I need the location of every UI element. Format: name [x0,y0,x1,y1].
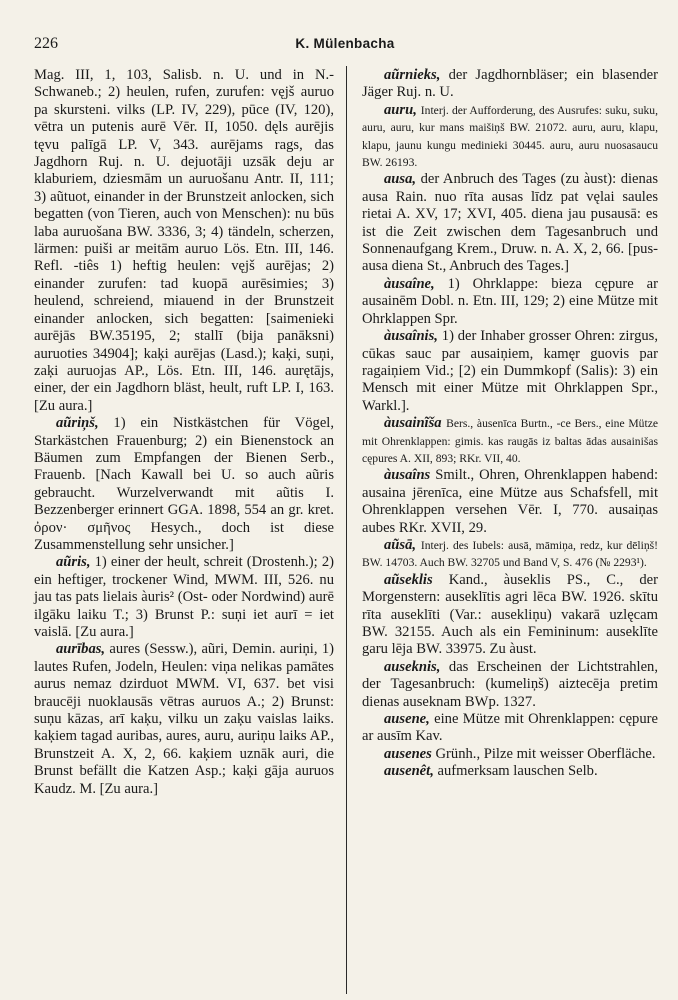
entry-ausaine: àusaîne, 1) Ohrklappe: bieza cępure ar ausainēm Dobl. n. Etn. III, 129; 2) eine Mütze mit Ohrklappen Spr. [362,275,658,327]
entry-auriņš: aũriņš, 1) ein Nistkästchen für Vögel, Starkästchen Frauenburg; 2) ein Bienenstock an Bäumen zum Empfangen der Bienen Serb., Frauenb. [Nach Kawall bei U. so auch aũris gebraucht. Wurzelverwandt mit aũtis I. Bezzenberger erinnert GGA. 1898, 554 an gr. kret. ὀρον· σμῆνος Hesych., doch ist diese Zusammenstellung sehr unsicher.] [34,415,334,553]
entry-ausa-interj: aũsā, Interj. des Iubels: ausā, māmiņa, redz, kur dēliņš! BW. 14703. Auch BW. 32705 und Band V, S. 476 (№ 2293¹). [362,536,658,570]
entry-ausainis: àusaînis, 1) der Inhaber grosser Ohren: zirgus, cūkas sauc par ausaiņiem, kamęr guovis par ragaiņiem Vid.; [2) ein Dummkopf (Salis): 3) ein Mensch mit einer Mütze mit Ohrklappen Spr., Warkl.]. [362,328,658,414]
entry-aurnieks: aũrnieks, der Jagdhornbläser; ein blasender Jäger Ruj. n. U. [362,67,658,101]
running-head: K. Mülenbacha [295,36,395,51]
page-header [34,35,656,59]
entry-ausainisa: àusainĩša Bers., àusenīca Burtn., -ce Bers., eine Mütze mit Ohrenklappen: gimis. kas raugās iz baltas ādas ausainišas cępures A. XII, 893; RKr. VII, 40. [362,415,658,465]
entry-ausene: ausene, eine Mütze mit Ohrenklappen: cępure ar ausīm Kav. [362,711,658,745]
entry-ausa: ausa, der Anbruch des Tages (zu àust): dienas ausa Rain. nuo rīta ausas līdz pat vęlai saules rietai A. XV, 17; XVI, 405. diena jau pusausā: es ist die Zeit zwischen dem Tagesanbruch und Sonnenaufgang Krem., Druw. n. A. X, 2, 66. [pus-ausa diena St., Anbruch des Tages.] [362,171,658,275]
entry-continuation: Mag. III, 1, 103, Salisb. n. U. und in N.-Schwaneb.; 2) heulen, rufen, zurufen: vęjš auruo pa skursteni. vilks (LP. IV, 229), pūce (IV, 120), vētra un putenis aurē Vēr. II, 1050. dęls aurējis tęvu palīgā LP. V, 343. aurējams rags, das Jagdhorn Ruj. n. U. dejuotāji uzsāk deju ar klaburiem, dziesmām un auruošanu Antr. II, 111; 3) aũtuot, einander in der Brunstzeit anlocken, sich begatten (von Tieren, auch von Menschen): nu būs laba auruošana BW. 3336, 3; 4) tändeln, scherzen, lärmen: puiši ar meitām auruo Lös. Etn. III, 146. Refl. -tiês 1) heftig heulen: vęjš aurējas; 2) einander zurufen: tad kuopā aurēsimies; 3) heulend, schreiend, miauend in der Brunstzeit einander anlocken, sich begatten: [saimenieki aurējās BW.35195, 2; stallī (bija panāksni) auruoties 34904]; kaķi aurējas (Lasd.); kaķi, suņi, zaķi auruojas AP., Lös. Etn. III, 146. aurętājs, einer, der ein Jagdhorn bläst, heult, ruft LP. I, 163. [Zu aura.] [34,67,334,414]
entry-ausains: àusaîns Smilt., Ohren, Ohrenklappen habend: ausaina jērenīca, eine Mütze aus Schafsfell, mit Ohrenklappen versehen Vēr. I, 770. ausaiņas aubes RKr. XVII, 29. [362,467,659,536]
entry-auribas: aurības, aures (Sessw.), aũri, Demin. auriņi, 1) lautes Rufen, Jodeln, Heulen: viņa nelikas pamātes aurus nemaz dzirduot MWM. VI, 637. bet visi braucēji nuoklausās vētras auruos A.; 2) Brunst: suņu kāzas, arī kaķu, vilku un zaķu vaislas laiks. kaķiem tagad auribas, aures, auru, auriņu laiks AP., Brunstzeit A. X, 2, 66. kaķiem uznāk auri, die Brunst befällt die Katzen Asp.; kaķi gāja auruos Kaudz. M. [Zu aura.] [34,641,334,797]
entry-auseklis: aũseklis Kand., àuseklis PS., C., der Morgenstern: auseklītis agri lēca BW. 1926. skītu rīta auseklīti (Var.: ausekliņu) vakarā uzlęcam BW. 32155. Auch als ein Femininum: auseklīte garu lēja BW. 33975. Zu àust. [362,571,658,658]
right-column [362,67,658,781]
left-column [34,67,334,798]
entry-ausenes: ausenes Grünh., Pilze mit weisser Oberfläche. [384,745,656,762]
entry-auris: aũris, 1) einer der heult, schreit (Drostenh.); 2) ein heftiger, trockener Wind, MWM. III, 526. nu jau tas pats lielais àuris² (Ost- oder Nordwind) aurē ilgāku laiku T.; 3) Brunst P.: suņi iet aurī = iet vaislā. [Zu aura.] [34,554,334,640]
entry-auseknis: auseknis, das Erscheinen der Lichtstrahlen, der Tagesanbruch: (kumeliņš) aiztecēja pretim dienas auseknam BWp. 1327. [362,658,658,710]
entry-ausenet: ausenêt, aufmerksam lauschen Selb. [384,763,598,780]
column-divider [346,66,347,994]
page-number: 226 [34,35,58,52]
entry-auru: auru, Interj. der Aufforderung, des Ausrufes: suku, suku, auru, auru, kur mans maišiņš BW. 21072. auru, auru, klapu, klapu, jaunu kungu medinieki 30445. auru, auru nuosasaucu BW. 26193. [362,101,658,170]
